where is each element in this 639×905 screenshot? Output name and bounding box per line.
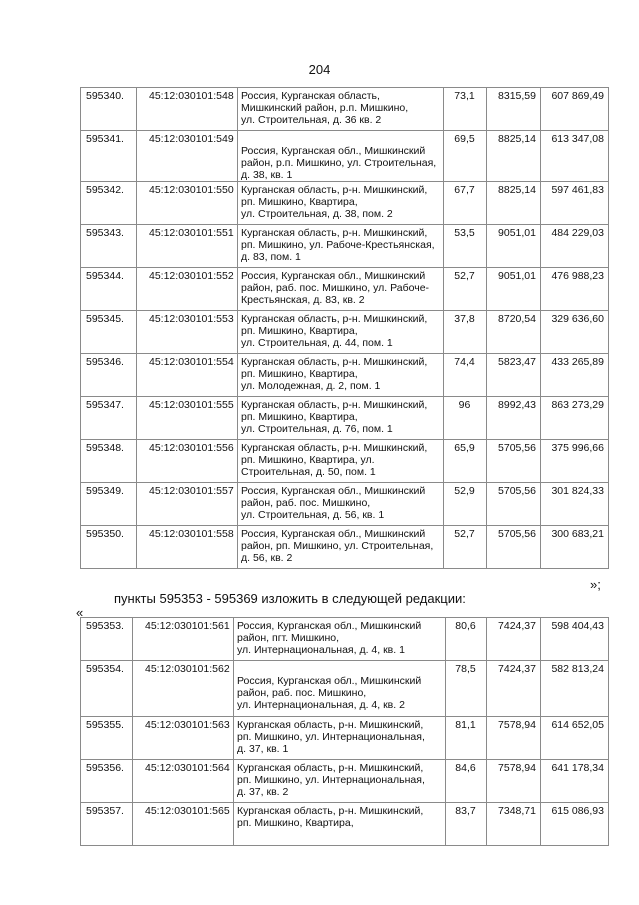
price-per-sqm-cell: 8315,59	[487, 88, 541, 131]
price-per-sqm-cell: 7348,71	[487, 803, 541, 846]
row-number-cell: 595355.	[81, 717, 133, 760]
area-cell: 52,7	[444, 268, 487, 311]
area-cell: 80,6	[446, 618, 487, 661]
price-per-sqm-cell: 8992,43	[487, 397, 541, 440]
address-line: Курганская область, р-н. Мишкинский,	[237, 762, 424, 774]
address-line: ул. Строительная, д. 38, пом. 2	[241, 208, 393, 220]
address-cell	[238, 526, 444, 569]
table-row	[81, 397, 609, 440]
address-line: д. 83, пом. 1	[241, 251, 301, 263]
row-number-cell: 595344.	[81, 268, 137, 311]
address-line: рп. Мишкино, Квартира,	[241, 368, 358, 380]
area-cell: 78,5	[446, 661, 487, 717]
cadastral-number-cell: 45:12:030101:551	[137, 225, 238, 268]
address-line: д. 37, кв. 2	[237, 786, 289, 798]
address-line: Мишкинский район, р.п. Мишкино,	[241, 102, 409, 114]
row-number-cell: 595342.	[81, 182, 137, 225]
address-line: д. 38, кв. 1	[241, 169, 293, 181]
address-line: Курганская область, р-н. Мишкинский,	[241, 227, 428, 239]
table-row	[81, 526, 609, 569]
cadastral-number-cell: 45:12:030101:562	[133, 661, 234, 717]
cadastral-number-cell: 45:12:030101:549	[137, 131, 238, 182]
cadastral-value-cell: 597 461,83	[541, 182, 609, 225]
cadastral-number-cell: 45:12:030101:561	[133, 618, 234, 661]
address-line: ул. Интернациональная, д. 4, кв. 2	[237, 699, 405, 711]
row-number-cell: 595353.	[81, 618, 133, 661]
address-line: д. 56, кв. 2	[241, 552, 293, 564]
price-per-sqm-cell: 8720,54	[487, 311, 541, 354]
address-line: район, пгт. Мишкино,	[237, 632, 340, 644]
cadastral-number-cell: 45:12:030101:550	[137, 182, 238, 225]
row-number-cell: 595349.	[81, 483, 137, 526]
address-line: Россия, Курганская обл., Мишкинский	[237, 675, 422, 687]
cadastral-value-cell: 607 869,49	[541, 88, 609, 131]
address-cell	[238, 311, 444, 354]
cadastral-value-cell: 863 273,29	[541, 397, 609, 440]
address-cell	[234, 717, 446, 760]
address-cell	[238, 397, 444, 440]
table-row	[81, 618, 609, 661]
area-cell: 65,9	[444, 440, 487, 483]
address-line: район, раб. пос. Мишкино,	[237, 687, 367, 699]
area-cell: 73,1	[444, 88, 487, 131]
price-per-sqm-cell: 9051,01	[487, 268, 541, 311]
price-per-sqm-cell: 5705,56	[487, 483, 541, 526]
table-row	[81, 225, 609, 268]
cadastral-number-cell: 45:12:030101:557	[137, 483, 238, 526]
address-line: Строительная, д. 50, пом. 1	[241, 466, 376, 478]
area-cell: 67,7	[444, 182, 487, 225]
cadastral-number-cell: 45:12:030101:563	[133, 717, 234, 760]
cadastral-number-cell: 45:12:030101:548	[137, 88, 238, 131]
address-line: ул. Молодежная, д. 2, пом. 1	[241, 380, 381, 392]
address-line: рп. Мишкино, Квартира, ул.	[241, 454, 375, 466]
address-line: рп. Мишкино, ул. Интернациональная,	[237, 731, 425, 743]
address-cell	[234, 803, 446, 846]
row-number-cell: 595340.	[81, 88, 137, 131]
address-cell	[238, 440, 444, 483]
area-cell: 74,4	[444, 354, 487, 397]
price-per-sqm-cell: 9051,01	[487, 225, 541, 268]
table-row	[81, 440, 609, 483]
area-cell: 83,7	[446, 803, 487, 846]
address-line: Россия, Курганская обл., Мишкинский	[241, 528, 426, 540]
area-cell: 52,9	[444, 483, 487, 526]
row-number-cell: 595357.	[81, 803, 133, 846]
cadastral-value-cell: 615 086,93	[541, 803, 609, 846]
cadastral-value-cell: 582 813,24	[541, 661, 609, 717]
table-row	[81, 268, 609, 311]
address-line: Россия, Курганская обл., Мишкинский	[241, 145, 426, 157]
address-line: район, раб. пос. Мишкино,	[241, 497, 371, 509]
address-line: Крестьянская, д. 83, кв. 2	[241, 294, 365, 306]
cadastral-value-cell: 598 404,43	[541, 618, 609, 661]
address-line: Курганская область, р-н. Мишкинский,	[241, 356, 428, 368]
price-per-sqm-cell: 5823,47	[487, 354, 541, 397]
row-number-cell: 595356.	[81, 760, 133, 803]
area-cell: 81,1	[446, 717, 487, 760]
table-row	[81, 311, 609, 354]
cadastral-number-cell: 45:12:030101:564	[133, 760, 234, 803]
cadastral-value-cell: 484 229,03	[541, 225, 609, 268]
row-number-cell: 595354.	[81, 661, 133, 717]
row-number-cell: 595345.	[81, 311, 137, 354]
address-cell	[238, 354, 444, 397]
row-number-cell: 595348.	[81, 440, 137, 483]
address-cell	[238, 131, 444, 182]
cadastral-value-cell: 300 683,21	[541, 526, 609, 569]
cadastral-number-cell: 45:12:030101:555	[137, 397, 238, 440]
row-number-cell: 595343.	[81, 225, 137, 268]
cadastral-value-cell: 375 996,66	[541, 440, 609, 483]
row-number-cell: 595347.	[81, 397, 137, 440]
address-line: рп. Мишкино, ул. Интернациональная,	[237, 774, 425, 786]
cadastral-value-cell: 614 652,05	[541, 717, 609, 760]
address-cell	[238, 225, 444, 268]
address-line: ул. Строительная, д. 44, пом. 1	[241, 337, 393, 349]
cadastral-number-cell: 45:12:030101:552	[137, 268, 238, 311]
address-cell	[234, 760, 446, 803]
page-number: 204	[308, 62, 331, 77]
address-line: Курганская область, р-н. Мишкинский,	[241, 313, 428, 325]
address-line: Курганская область, р-н. Мишкинский,	[241, 184, 428, 196]
address-spacer	[241, 133, 440, 145]
area-cell: 96	[444, 397, 487, 440]
price-per-sqm-cell: 7424,37	[487, 618, 541, 661]
instruction-text: пункты 595353 - 595369 изложить в следующей редакции:	[114, 591, 466, 606]
address-cell	[238, 182, 444, 225]
address-line: рп. Мишкино, Квартира,	[241, 325, 358, 337]
address-line: Курганская область, р-н. Мишкинский,	[237, 805, 424, 817]
cadastral-value-cell: 301 824,33	[541, 483, 609, 526]
row-number-cell: 595346.	[81, 354, 137, 397]
cadastral-number-cell: 45:12:030101:554	[137, 354, 238, 397]
address-cell	[234, 618, 446, 661]
row-number-cell: 595350.	[81, 526, 137, 569]
table-row	[81, 717, 609, 760]
address-line: район, р.п. Мишкино, ул. Строительная,	[241, 157, 437, 169]
price-per-sqm-cell: 7578,94	[487, 717, 541, 760]
price-per-sqm-cell: 7424,37	[487, 661, 541, 717]
address-line: рп. Мишкино, Квартира,	[237, 817, 354, 829]
cadastral-value-cell: 433 265,89	[541, 354, 609, 397]
area-cell: 52,7	[444, 526, 487, 569]
table-row	[81, 182, 609, 225]
address-line: Курганская область, р-н. Мишкинский,	[241, 442, 428, 454]
price-per-sqm-cell: 5705,56	[487, 526, 541, 569]
address-cell	[238, 268, 444, 311]
address-spacer	[237, 663, 442, 675]
address-line: Россия, Курганская обл., Мишкинский	[241, 485, 426, 497]
cadastral-value-cell: 476 988,23	[541, 268, 609, 311]
cadastral-value-cell: 613 347,08	[541, 131, 609, 182]
address-line: Россия, Курганская обл., Мишкинский	[241, 270, 426, 282]
table-row	[81, 483, 609, 526]
opening-quote: «	[76, 605, 84, 620]
address-line: район, раб. пос. Мишкино, ул. Рабоче-	[241, 282, 430, 294]
address-cell	[238, 483, 444, 526]
address-line: Курганская область, р-н. Мишкинский,	[241, 399, 428, 411]
address-cell	[234, 661, 446, 717]
property-table-1-body	[81, 88, 609, 569]
address-line: ул. Строительная, д. 56, кв. 1	[241, 509, 385, 521]
property-table-2-body	[81, 618, 609, 846]
cadastral-value-cell: 329 636,60	[541, 311, 609, 354]
address-line: ул. Интернациональная, д. 4, кв. 1	[237, 644, 405, 656]
table-row	[81, 760, 609, 803]
area-cell: 69,5	[444, 131, 487, 182]
address-line: рп. Мишкино, Квартира,	[241, 196, 358, 208]
address-line: Россия, Курганская область,	[241, 90, 380, 102]
closing-quote: »;	[590, 577, 601, 592]
row-number-cell: 595341.	[81, 131, 137, 182]
address-line: д. 37, кв. 1	[237, 743, 289, 755]
cadastral-number-cell: 45:12:030101:565	[133, 803, 234, 846]
table-row	[81, 661, 609, 717]
area-cell: 37,8	[444, 311, 487, 354]
area-cell: 53,5	[444, 225, 487, 268]
address-line: ул. Строительная, д. 36 кв. 2	[241, 114, 382, 126]
price-per-sqm-cell: 5705,56	[487, 440, 541, 483]
cadastral-number-cell: 45:12:030101:556	[137, 440, 238, 483]
price-per-sqm-cell: 8825,14	[487, 182, 541, 225]
area-cell: 84,6	[446, 760, 487, 803]
address-line: ул. Строительная, д. 76, пом. 1	[241, 423, 393, 435]
price-per-sqm-cell: 8825,14	[487, 131, 541, 182]
property-table-2	[80, 617, 609, 846]
address-line: Россия, Курганская обл., Мишкинский	[237, 620, 422, 632]
price-per-sqm-cell: 7578,94	[487, 760, 541, 803]
table-row	[81, 803, 609, 846]
cadastral-value-cell: 641 178,34	[541, 760, 609, 803]
cadastral-number-cell: 45:12:030101:558	[137, 526, 238, 569]
address-cell	[238, 88, 444, 131]
cadastral-number-cell: 45:12:030101:553	[137, 311, 238, 354]
property-table-1	[80, 87, 609, 569]
table-row	[81, 131, 609, 182]
address-line: рп. Мишкино, Квартира,	[241, 411, 358, 423]
address-line: район, рп. Мишкино, ул. Строительная,	[241, 540, 434, 552]
table-row	[81, 354, 609, 397]
address-line: Курганская область, р-н. Мишкинский,	[237, 719, 424, 731]
table-row	[81, 88, 609, 131]
address-line: рп. Мишкино, ул. Рабоче-Крестьянская,	[241, 239, 435, 251]
